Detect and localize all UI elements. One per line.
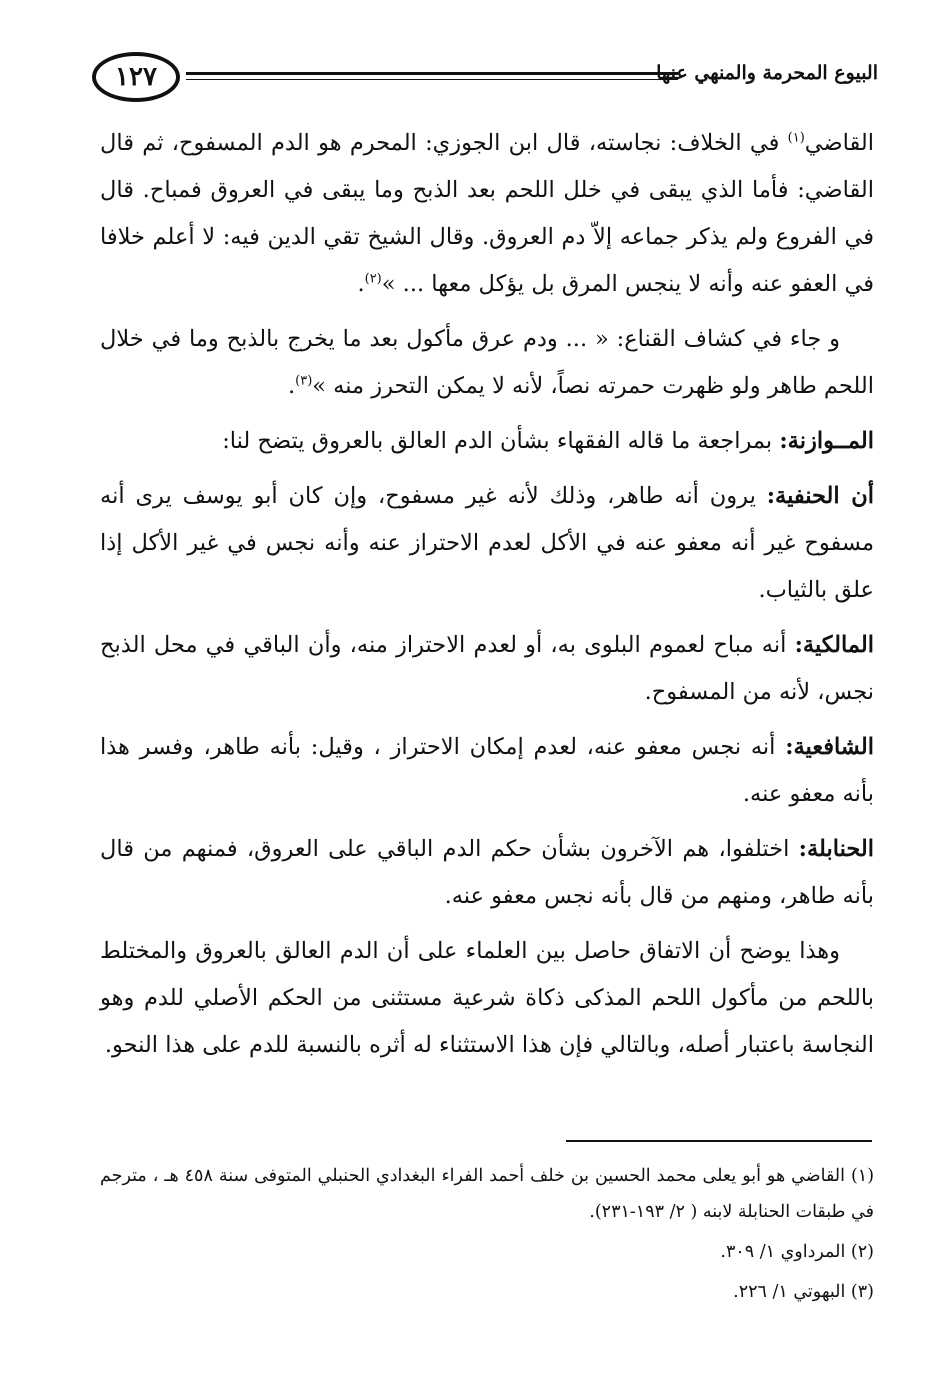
paragraph-text: أنه مباح لعموم البلوى به، أو لعدم الاحتراز منه، وأن الباقي في محل الذبح نجس، لأنه من المسفوح. [100, 632, 874, 705]
paragraph-maliki [100, 622, 874, 716]
page-number: ١٢٧ [115, 62, 157, 92]
paragraph-text: في الخلاف: نجاسته، قال ابن الجوزي: المحرم هو الدم المسفوح، ثم قال القاضي: فأما الذي يبقى في خلل اللحم بعد الذبح وما يبقى في العروق فمباح. قال في الفروع ولم يذكر جماعه إلاّ دم العروق. وقال الشيخ تقي الدين فيه: لا أعلم خلافا في العفو عنه وأنه لا ينجس المرق بل يؤكل معها ... » [100, 130, 874, 297]
paragraph-shafii [100, 724, 874, 818]
section-term: الشافعية: [785, 734, 874, 760]
section-term: الحنابلة: [798, 836, 874, 862]
paragraph-text: اختلفوا، هم الآخرون بشأن حكم الدم الباقي على العروق، فمنهم من قال بأنه طاهر، ومنهم من قال بأنه نجس معفو عنه. [100, 836, 874, 909]
footnote-2: (٢) المرداوي ١/ ٣٠٩. [720, 1242, 874, 1262]
paragraph-text: يرون أنه طاهر، وذلك لأنه غير مسفوح، وإن كان أبو يوسف يرى أنه مسفوح غير أنه معفو عنه في الأكل لعدم الاحتراز عنه وأنه نجس في غير الأكل إذا علق بالثياب. [100, 483, 874, 603]
paragraph-text: بمراجعة ما قاله الفقهاء بشأن الدم العالق بالعروق يتضح لنا: [222, 428, 780, 454]
page-number-oval [92, 52, 180, 102]
main-text [100, 120, 874, 1077]
paragraph-text: وهذا يوضح أن الاتفاق حاصل بين العلماء على أن الدم العالق بالعروق والمختلط باللحم من مأكول اللحم المذكى ذكاة شرعية مستثنى من الحكم الأصلي للدم وهو النجاسة باعتبار أصله، وبالتالي فإن هذا الاستثناء له أثره بالنسبة للدم على هذا النحو. [100, 938, 874, 1058]
paragraph-text: . [357, 271, 365, 297]
footnote-1: (١) القاضي هو أبو يعلى محمد الحسين بن خلف أحمد الفراء البغدادي الحنبلي المتوفى سنة ٤٥٨ هـ ، مترجم في طبقات الحنابلة لابنه ( ٢/ ١٩٣-٢٣١). [100, 1166, 875, 1222]
header-rule [186, 72, 678, 75]
paragraph-text: أنه نجس معفو عنه، لعدم إمكان الاحتراز ، وقيل: بأنه طاهر، وفسر هذا بأنه معفو عنه. [100, 734, 874, 807]
footnote-separator [566, 1140, 872, 1142]
footnote-ref: (٣) [295, 373, 313, 389]
paragraph-hanbali [100, 826, 874, 920]
footnote-ref: (٢) [364, 271, 382, 287]
footnote-ref: (١) [787, 130, 805, 146]
section-term: المالكية: [794, 632, 874, 658]
paragraph-text: القاضي [804, 130, 874, 156]
section-term: أن الحنفية: [766, 483, 874, 509]
paragraph-text: . [287, 373, 296, 399]
paragraph-text: و جاء في كشاف القناع: « ... ودم عرق مأكول بعد ما يخرج بالذبح وما في خلال اللحم طاهر ولو ظهرت حمرته نصاً، لأنه لا يمكن التحرز منه » [100, 326, 874, 399]
paragraph-conclusion [100, 928, 874, 1069]
paragraph-1 [100, 120, 874, 308]
footnotes [100, 1158, 874, 1314]
paragraph-2 [100, 316, 874, 410]
paragraph-hanafi [100, 473, 874, 614]
header-rule-thin [186, 79, 678, 80]
section-term: المــوازنة: [779, 428, 874, 454]
footnote-3: (٣) البهوتي ١/ ٢٢٦. [733, 1282, 874, 1302]
page-header [92, 52, 878, 106]
running-title: البيوع المحرمة والمنهي عنها [656, 62, 878, 84]
paragraph-3 [100, 418, 874, 465]
